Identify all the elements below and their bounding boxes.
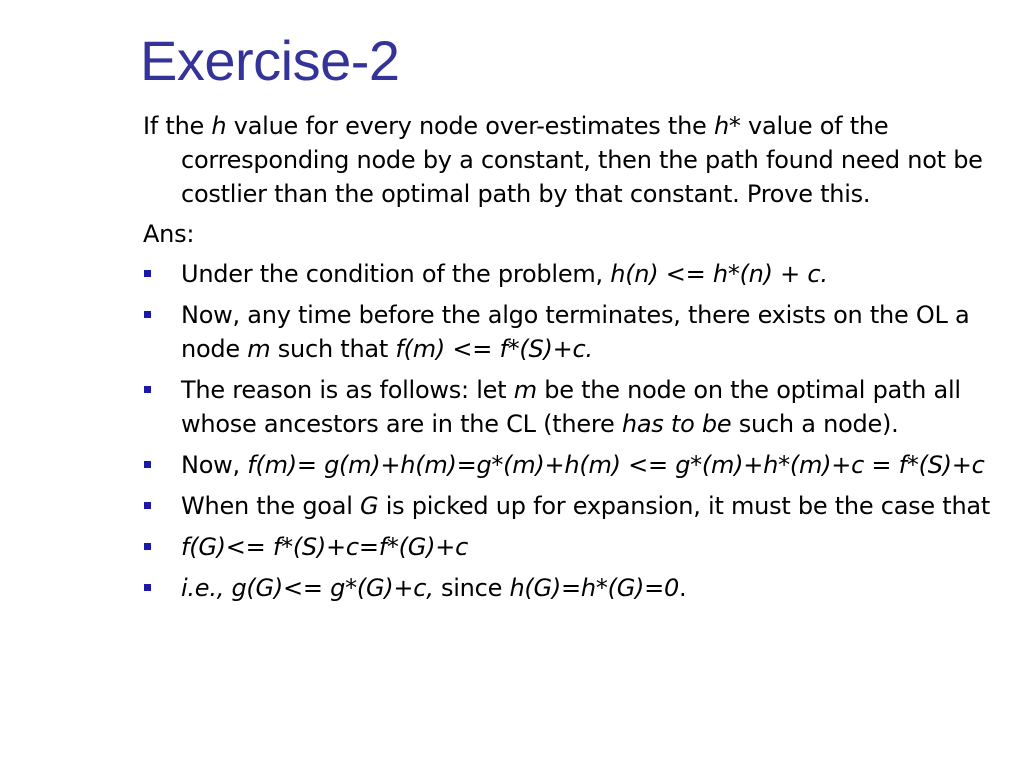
square-bullet-icon — [144, 270, 151, 277]
problem-statement — [143, 109, 1003, 211]
bullet-item — [143, 448, 1003, 482]
bullet-text: Now, — [181, 451, 248, 479]
slide-body — [143, 109, 1003, 612]
bullet-text: such that — [270, 335, 396, 363]
bullet-text: The reason is as follows: let — [181, 376, 514, 404]
square-bullet-icon — [144, 584, 151, 591]
bullet-item — [143, 373, 1003, 441]
bullet-text: Now, any time before the algo terminates, there exists on the OL a node — [181, 301, 970, 363]
bullet-item — [143, 530, 1003, 564]
bullet-text: is picked up for expansion, it must be the case that — [378, 492, 991, 520]
answer-bullet-list — [143, 257, 1003, 605]
problem-text-3: value of the corresponding node by a constant, then the path found need not be costlier than the optimal path by that constant. Prove this. — [181, 112, 983, 208]
answer-label: Ans: — [143, 220, 195, 248]
bullet-italic: h(G)=h*(G)=0 — [509, 574, 680, 602]
bullet-text: When the goal — [181, 492, 360, 520]
bullet-italic: f(m) <= f*(S)+c. — [395, 335, 593, 363]
bullet-italic: m — [247, 335, 271, 363]
bullet-italic: m — [513, 376, 537, 404]
square-bullet-icon — [144, 311, 151, 318]
bullet-item — [143, 298, 1003, 366]
square-bullet-icon — [144, 386, 151, 393]
problem-text-1: If the — [143, 112, 212, 140]
problem-italic-hstar: h* — [713, 112, 741, 140]
bullet-italic: f(G)<= f*(S)+c=f*(G)+c — [181, 533, 469, 561]
problem-italic-h: h — [211, 112, 227, 140]
bullet-item — [143, 257, 1003, 291]
square-bullet-icon — [144, 543, 151, 550]
square-bullet-icon — [144, 502, 151, 509]
bullet-italic: i.e., g(G)<= g*(G)+c, — [181, 574, 434, 602]
bullet-italic: has to be — [621, 410, 732, 438]
bullet-text: be the node on the optimal path all whose ancestors are in the CL (there — [181, 376, 961, 438]
bullet-text: Under the condition of the problem, — [181, 260, 611, 288]
bullet-item — [143, 489, 1003, 523]
bullet-text: . — [679, 574, 687, 602]
bullet-italic: G — [359, 492, 379, 520]
bullet-italic: f(m)= g(m)+h(m)=g*(m)+h(m) <= g*(m)+h*(m)+c = f*(S)+c — [247, 451, 985, 479]
bullet-italic: h(n) <= h*(n) + c. — [610, 260, 828, 288]
bullet-text: such a node). — [731, 410, 899, 438]
square-bullet-icon — [144, 461, 151, 468]
bullet-item — [143, 571, 1003, 605]
slide-title: Exercise-2 — [140, 29, 400, 92]
bullet-text: since — [433, 574, 510, 602]
problem-text-2: value for every node over-estimates the — [226, 112, 714, 140]
